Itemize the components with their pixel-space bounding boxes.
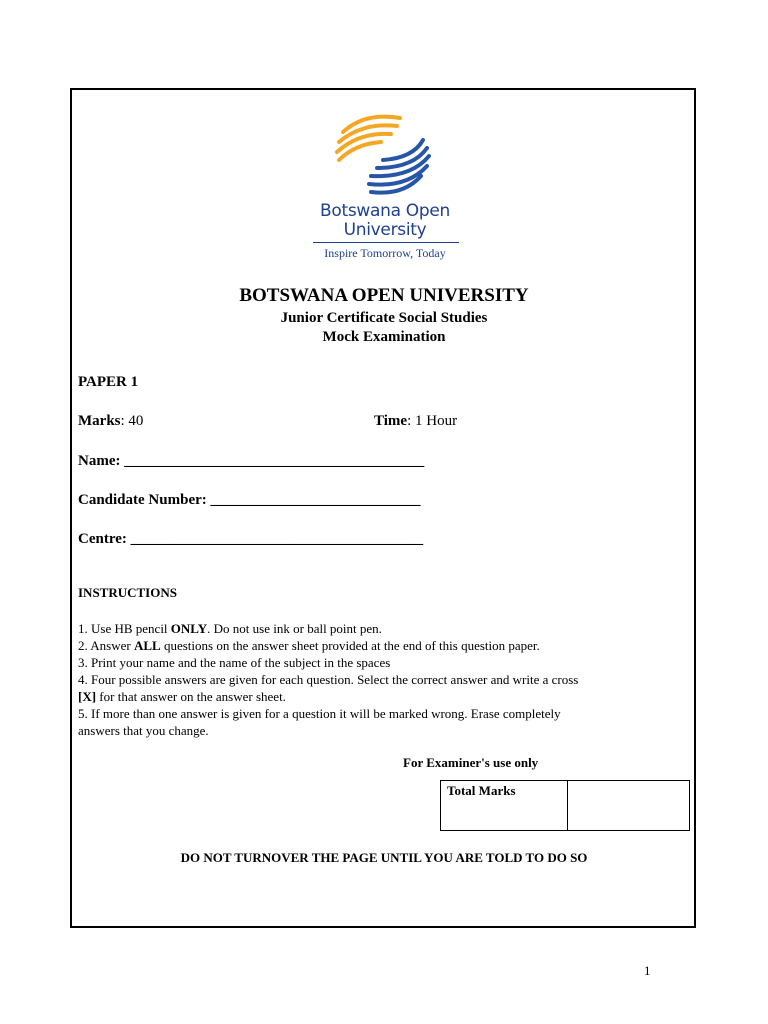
marks-info: Marks: 40 <box>78 413 144 429</box>
examiner-label: For Examiner's use only <box>403 755 539 770</box>
examiner-marks-table <box>440 780 690 831</box>
logo-divider <box>313 242 459 243</box>
total-marks-cell <box>568 781 689 830</box>
instruction-item: 1. Use HB pencil ONLY. Do not use ink or ball point pen. <box>78 621 382 636</box>
exam-title: Mock Examination <box>322 329 446 345</box>
total-marks-label: Total Marks <box>441 781 568 830</box>
university-title: BOTSWANA OPEN UNIVERSITY <box>239 285 529 306</box>
instructions-list <box>78 620 678 739</box>
instructions-heading: INSTRUCTIONS <box>78 585 177 600</box>
instruction-item: 3. Print your name and the name of the subject in the spaces <box>78 655 391 670</box>
instruction-item: 4. Four possible answers are given for each question. Select the correct answer and write a cross [X] for that answer on the answer sheet. <box>78 672 579 704</box>
name-field[interactable]: Name: ________________________________________ <box>78 453 425 469</box>
turnover-warning: DO NOT TURNOVER THE PAGE UNTIL YOU ARE TOLD TO DO SO <box>180 850 588 865</box>
candidate-number-field[interactable]: Candidate Number: ____________________________ <box>78 492 421 508</box>
paper-label: PAPER 1 <box>78 374 139 390</box>
logo-tagline: Inspire Tomorrow, Today <box>324 246 446 260</box>
time-info: Time: 1 Hour <box>374 413 458 429</box>
logo-wordmark: Botswana Open University <box>319 201 450 240</box>
instruction-item: 5. If more than one answer is given for a question it will be marked wrong. Erase completely answers that you change. <box>78 706 561 738</box>
university-logo <box>305 110 465 260</box>
course-title: Junior Certificate Social Studies <box>280 310 488 326</box>
centre-field[interactable]: Centre: _______________________________________ <box>78 531 424 547</box>
page-number: 1 <box>644 963 651 978</box>
swirl-logo-icon <box>325 110 445 200</box>
instruction-item: 2. Answer ALL questions on the answer sheet provided at the end of this question paper. <box>78 638 540 653</box>
